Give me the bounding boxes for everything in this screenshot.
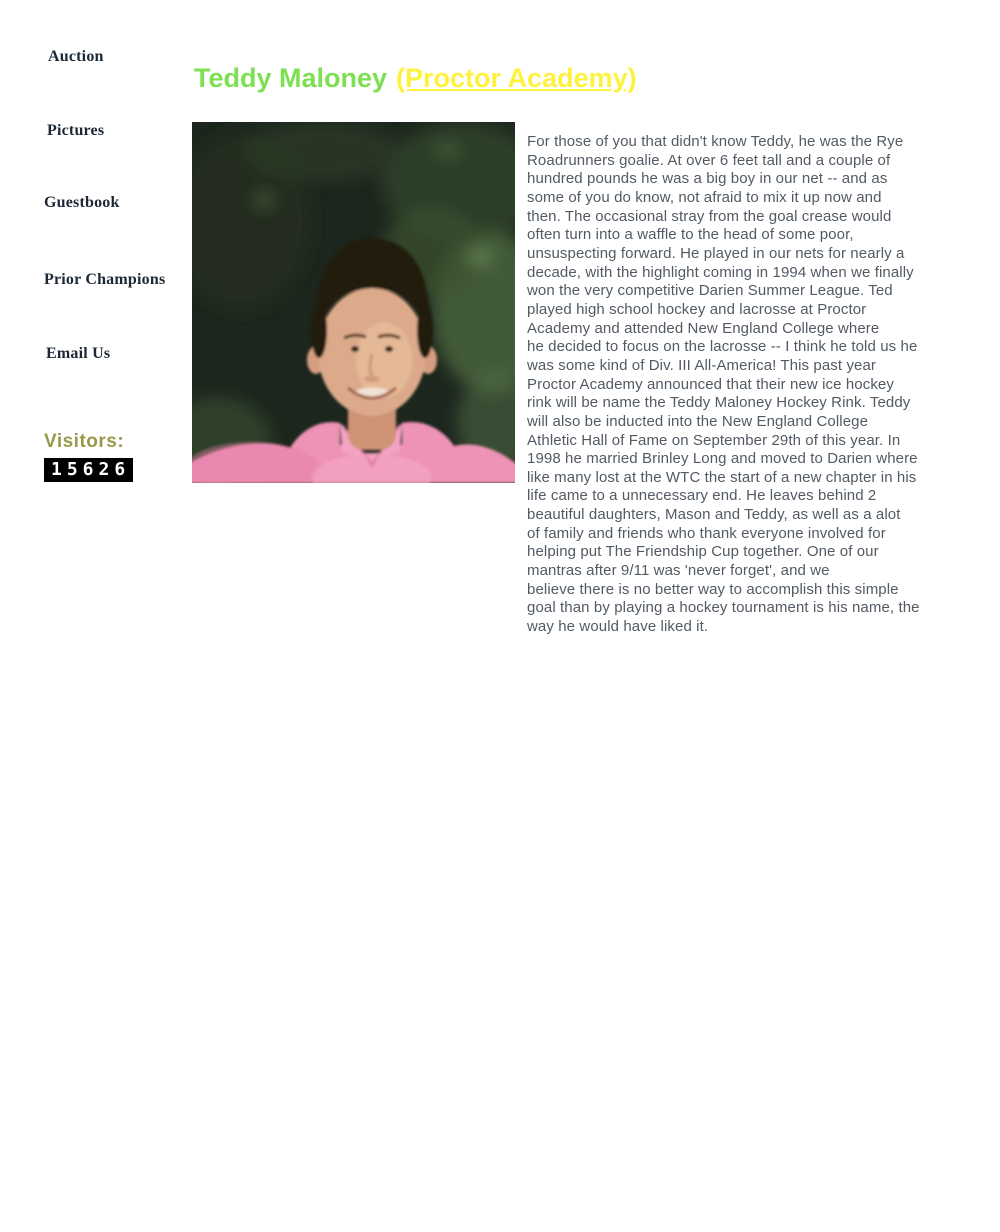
portrait-photo [192, 122, 515, 483]
sidebar-item-email-us[interactable]: Email Us [46, 345, 111, 362]
memorial-text: For those of you that didn't know Teddy, he was the Rye Roadrunners goalie. At over 6 feet tall and a couple of hundred pounds he was a big boy in our net -- and as some of you do know, not afraid to mix it up now and then. The occasional stray from the goal crease would often turn into a waffle to the head of some poor, unsuspecting forward. He played in our nets for nearly a decade, with the highlight coming in 1994 when we finally won the very competitive Darien Summer League. Ted played high school hockey and lacrosse at Proctor Academy and attended New England College where he decided to focus on the lacrosse -- I think he told us he was some kind of Div. III All-America! This past year Proctor Academy announced that their new ice hockey rink will be name the Teddy Maloney Hockey Rink. Teddy will also be inducted into the New England College Athletic Hall of Fame on September 29th of this year. In 1998 he married Brinley Long and moved to Darien where like many lost at the WTC the start of a new chapter in his life came to a unnecessary end. He leaves behind 2 beautiful daughters, Mason and Teddy, as well as a alot of family and friends who thank everyone involved for helping put The Friendship Cup together. One of our mantras after 9/11 was 'never forget', and we believe there is no better way to accomplish this simple goal than by playing a hockey tournament is his name, the way he would have liked it. [527, 133, 920, 636]
visitor-counter: 15626 [44, 458, 133, 482]
page-title [194, 63, 637, 94]
proctor-academy-link[interactable]: (Proctor Academy) [396, 63, 637, 93]
sidebar-item-prior-champions[interactable]: Prior Champions [44, 271, 166, 288]
sidebar-item-pictures[interactable]: Pictures [47, 122, 105, 139]
sidebar-item-guestbook[interactable]: Guestbook [44, 194, 120, 211]
visitors-label: Visitors: [44, 431, 125, 452]
sidebar-item-auction[interactable]: Auction [48, 48, 104, 65]
page-title-name: Teddy Maloney [194, 63, 388, 93]
